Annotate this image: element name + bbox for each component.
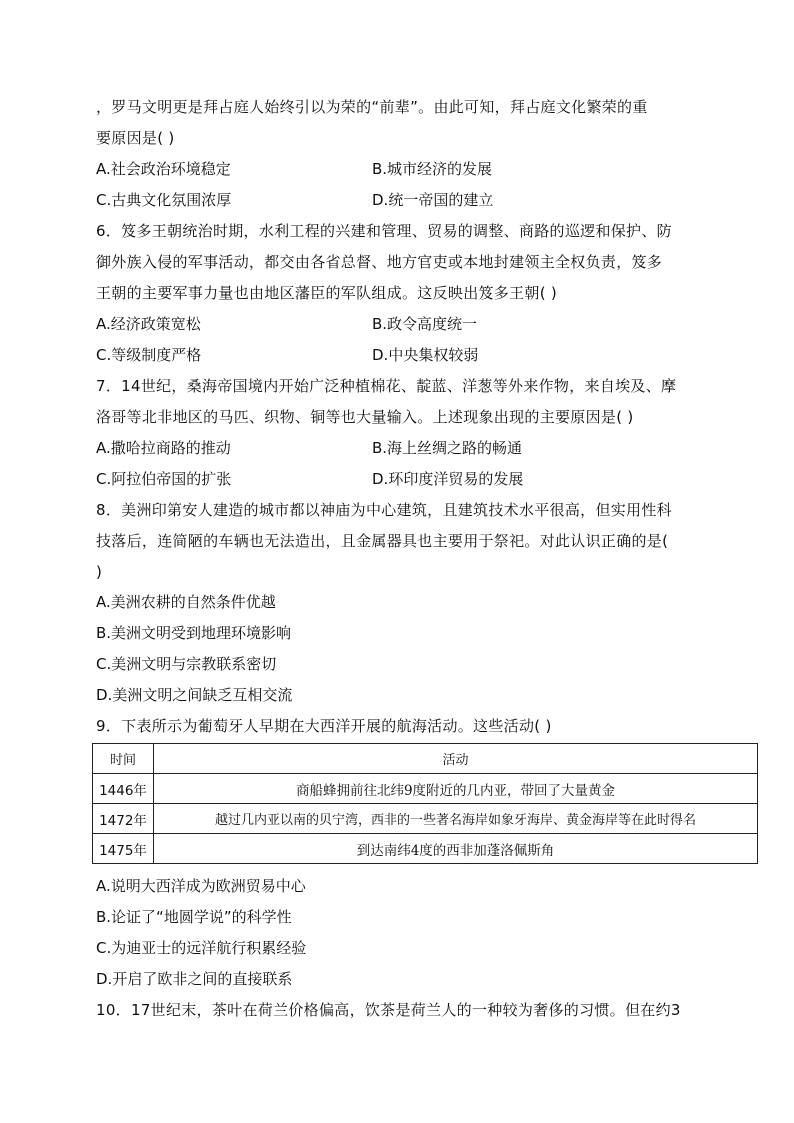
- question-8-stem-line-2: 技落后，连简陋的车辆也无法造出，且金属器具也主要用于祭祀。对此认识正确的是(: [96, 532, 669, 550]
- q7-option-a: A.撒哈拉商路的推动: [96, 439, 231, 457]
- q8-option-c: C.美洲文明与宗教联系密切: [96, 655, 277, 673]
- table-row: [93, 834, 758, 864]
- question-8-stem-line-1: 8．美洲印第安人建造的城市都以神庙为中心建筑，且建筑技术水平很高，但实用性科: [96, 501, 672, 519]
- table-header-time: 时间: [93, 744, 154, 774]
- question-6-stem-line-3: 王朝的主要军事力量也由地区藩臣的军队组成。这反映出笈多王朝( ): [96, 284, 558, 302]
- table-row: [93, 774, 758, 804]
- table-cell-activity: 到达南纬4度的西非加蓬洛佩斯角: [154, 834, 758, 864]
- question-9-stem: 9．下表所示为葡萄牙人早期在大西洋开展的航海活动。这些活动( ): [96, 717, 552, 735]
- q8-option-d: D.美洲文明之间缺乏互相交流: [96, 686, 293, 704]
- q9-option-a: A.说明大西洋成为欧洲贸易中心: [96, 877, 306, 895]
- q6-option-c: C.等级制度严格: [96, 346, 202, 364]
- question-6-stem-line-2: 御外族入侵的军事活动，都交由各省总督、地方官吏或本地封建领主全权负责，笈多: [96, 253, 663, 271]
- q7-option-c: C.阿拉伯帝国的扩张: [96, 470, 232, 488]
- q5-option-c: C.古典文化氛围浓厚: [96, 191, 232, 209]
- table-row: [93, 804, 758, 834]
- q5-option-a: A.社会政治环境稳定: [96, 160, 231, 178]
- q7-option-b: B.海上丝绸之路的畅通: [372, 439, 523, 457]
- table-cell-activity: 商船蜂拥前往北纬9度附近的几内亚，带回了大量黄金: [154, 774, 758, 804]
- table-header-row: [93, 744, 758, 774]
- question-5-stem-line-1: ，罗马文明更是拜占庭人始终引以为荣的“前辈”。由此可知，拜占庭文化繁荣的重: [96, 98, 648, 116]
- question-6-stem-line-1: 6．笈多王朝统治时期，水利工程的兴建和管理、贸易的调整、商路的巡逻和保护、防: [96, 222, 672, 240]
- question-8-stem-line-3: ): [96, 563, 103, 581]
- q9-option-d: D.开启了欧非之间的直接联系: [96, 970, 293, 988]
- q6-option-a: A.经济政策宽松: [96, 315, 201, 333]
- q9-option-b: B.论证了“地圆学说”的科学性: [96, 908, 292, 926]
- table-header-activity: 活动: [154, 744, 758, 774]
- q5-option-b: B.城市经济的发展: [372, 160, 493, 178]
- question-7-stem-line-2: 洛哥等北非地区的马匹、织物、铜等也大量输入。上述现象出现的主要原因是( ): [96, 408, 634, 426]
- q6-option-d: D.中央集权较弱: [372, 346, 479, 364]
- q8-option-b: B.美洲文明受到地理环境影响: [96, 624, 292, 642]
- q8-option-a: A.美洲农耕的自然条件优越: [96, 593, 276, 611]
- q7-option-d: D.环印度洋贸易的发展: [372, 470, 524, 488]
- question-5-stem-line-2: 要原因是( ): [96, 129, 175, 147]
- q5-option-d: D.统一帝国的建立: [372, 191, 494, 209]
- table-cell-year: 1472年: [93, 804, 154, 834]
- q9-option-c: C.为迪亚士的远洋航行积累经验: [96, 939, 307, 957]
- voyages-table: [92, 743, 758, 864]
- table-cell-year: 1446年: [93, 774, 154, 804]
- table-cell-year: 1475年: [93, 834, 154, 864]
- q6-option-b: B.政令高度统一: [372, 315, 478, 333]
- question-10-stem-line-1: 10．17世纪末，茶叶在荷兰价格偏高，饮茶是荷兰人的一种较为奢侈的习惯。但在约3: [96, 1001, 681, 1019]
- question-7-stem-line-1: 7．14世纪，桑海帝国境内开始广泛种植棉花、靛蓝、洋葱等外来作物，来自埃及、摩: [96, 377, 677, 395]
- table-cell-activity: 越过几内亚以南的贝宁湾，西非的一些著名海岸如象牙海岸、黄金海岸等在此时得名: [154, 804, 758, 834]
